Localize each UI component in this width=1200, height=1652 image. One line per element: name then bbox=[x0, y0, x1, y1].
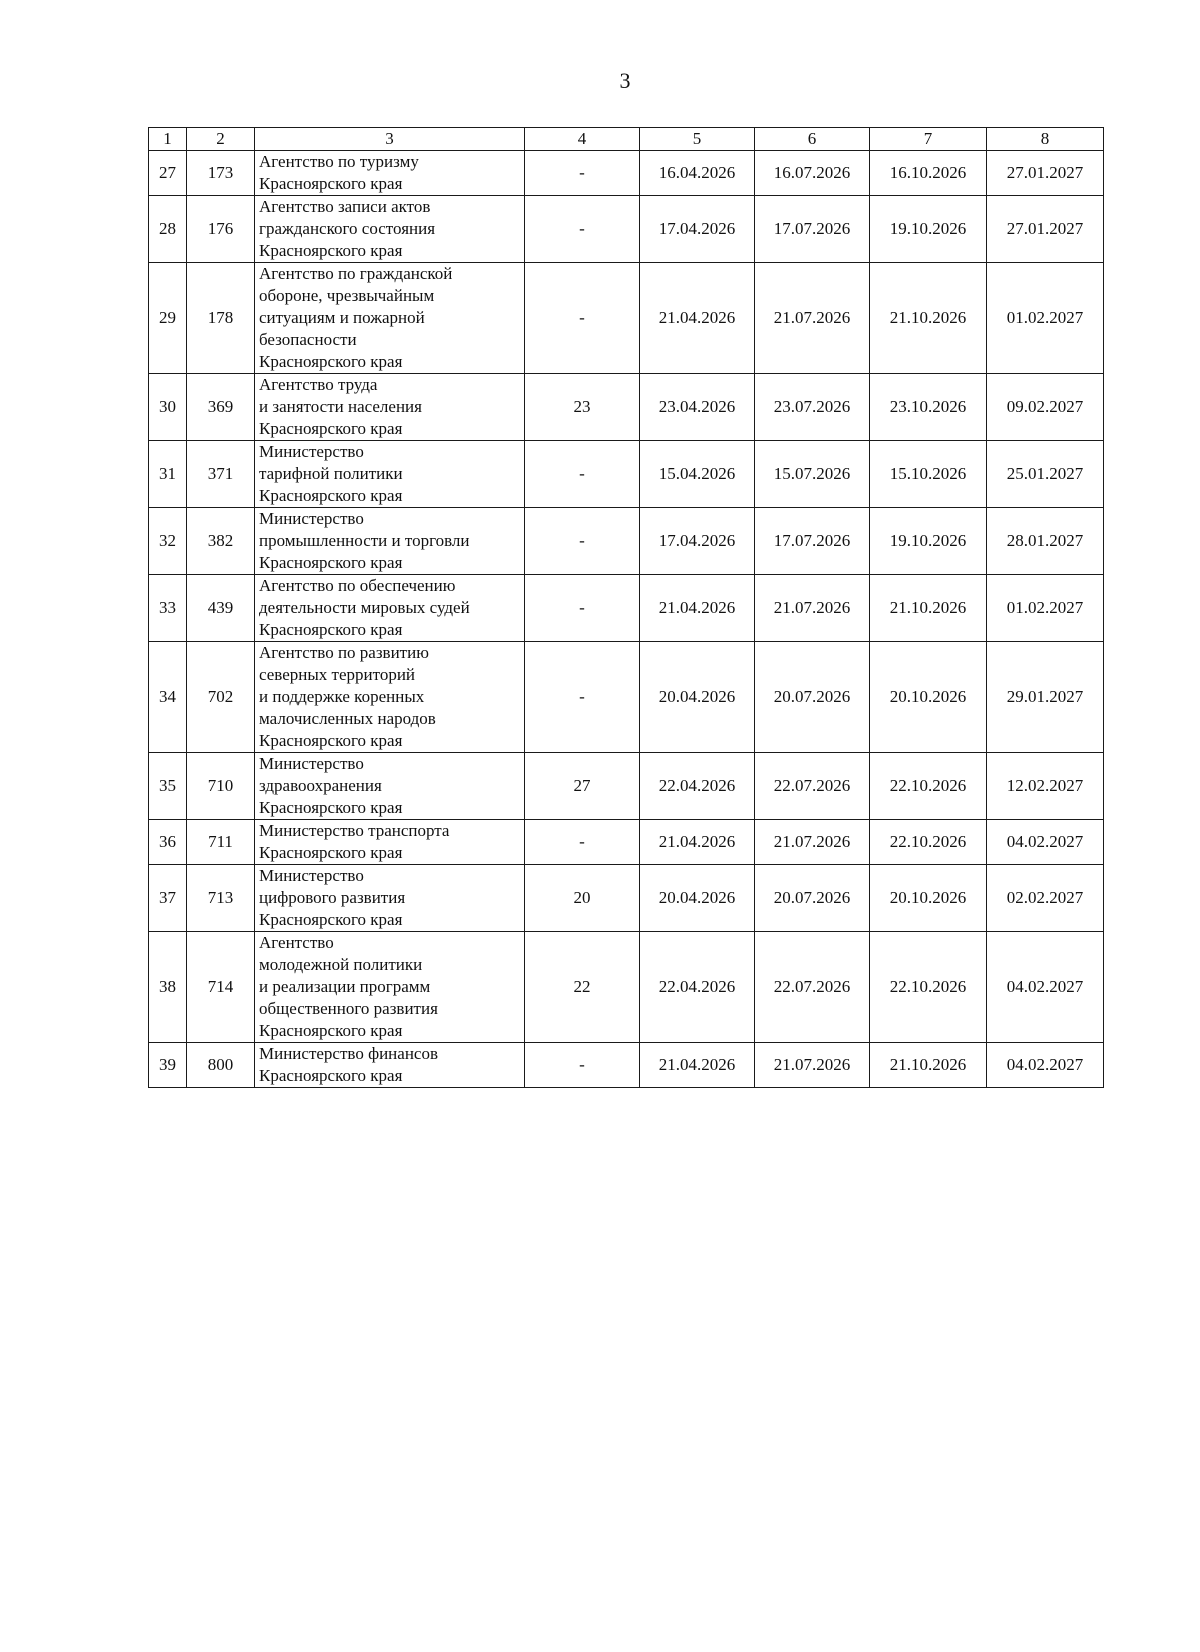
date-cell: 20.07.2026 bbox=[755, 642, 870, 753]
code-cell: 714 bbox=[187, 932, 255, 1043]
code-cell: 173 bbox=[187, 151, 255, 196]
date-cell: 29.01.2027 bbox=[987, 642, 1104, 753]
column-4-cell: 27 bbox=[525, 753, 640, 820]
date-cell: 20.04.2026 bbox=[640, 642, 755, 753]
date-cell: 23.10.2026 bbox=[870, 374, 987, 441]
date-cell: 04.02.2027 bbox=[987, 820, 1104, 865]
organization-name-line: Министерство bbox=[259, 509, 364, 528]
date-cell: 22.07.2026 bbox=[755, 932, 870, 1043]
date-cell: 02.02.2027 bbox=[987, 865, 1104, 932]
organization-name-cell bbox=[255, 508, 525, 575]
column-header: 3 bbox=[255, 128, 525, 151]
date-cell: 21.10.2026 bbox=[870, 1043, 987, 1088]
organization-name-line: и поддержке коренных bbox=[259, 687, 425, 706]
date-cell: 21.04.2026 bbox=[640, 1043, 755, 1088]
organization-name-line: Агентство по обеспечению bbox=[259, 576, 456, 595]
row-number-cell: 38 bbox=[149, 932, 187, 1043]
column-4-cell: 22 bbox=[525, 932, 640, 1043]
code-cell: 800 bbox=[187, 1043, 255, 1088]
code-cell: 702 bbox=[187, 642, 255, 753]
column-4-cell: - bbox=[525, 1043, 640, 1088]
organization-name-line: Агентство по туризму bbox=[259, 152, 419, 171]
date-cell: 16.07.2026 bbox=[755, 151, 870, 196]
organization-name-line: Красноярского края bbox=[259, 1021, 403, 1040]
schedule-table bbox=[148, 127, 1104, 1088]
organization-name-line: и реализации программ bbox=[259, 977, 431, 996]
date-cell: 20.04.2026 bbox=[640, 865, 755, 932]
row-number-cell: 31 bbox=[149, 441, 187, 508]
row-number-cell: 37 bbox=[149, 865, 187, 932]
organization-name-line: Агентство труда bbox=[259, 375, 378, 394]
organization-name-line: тарифной политики bbox=[259, 464, 403, 483]
date-cell: 21.10.2026 bbox=[870, 263, 987, 374]
row-number-cell: 29 bbox=[149, 263, 187, 374]
column-4-cell: - bbox=[525, 441, 640, 508]
date-cell: 23.07.2026 bbox=[755, 374, 870, 441]
date-cell: 04.02.2027 bbox=[987, 1043, 1104, 1088]
organization-name-line: Красноярского края bbox=[259, 731, 403, 750]
table-row bbox=[149, 508, 1104, 575]
organization-name-line: Агентство bbox=[259, 933, 334, 952]
organization-name-line: деятельности мировых судей bbox=[259, 598, 470, 617]
code-cell: 710 bbox=[187, 753, 255, 820]
table-row bbox=[149, 932, 1104, 1043]
organization-name-line: гражданского состояния bbox=[259, 219, 436, 238]
organization-name-line: Красноярского края bbox=[259, 419, 403, 438]
organization-name-cell bbox=[255, 151, 525, 196]
table-row bbox=[149, 263, 1104, 374]
organization-name-line: Министерство bbox=[259, 442, 364, 461]
date-cell: 21.07.2026 bbox=[755, 263, 870, 374]
row-number-cell: 27 bbox=[149, 151, 187, 196]
column-4-cell: - bbox=[525, 151, 640, 196]
date-cell: 27.01.2027 bbox=[987, 196, 1104, 263]
organization-name-line: северных территорий bbox=[259, 665, 416, 684]
date-cell: 16.10.2026 bbox=[870, 151, 987, 196]
row-number-cell: 30 bbox=[149, 374, 187, 441]
date-cell: 27.01.2027 bbox=[987, 151, 1104, 196]
table-row bbox=[149, 196, 1104, 263]
organization-name-line: здравоохранения bbox=[259, 776, 382, 795]
column-header: 2 bbox=[187, 128, 255, 151]
organization-name-line: Красноярского края bbox=[259, 798, 403, 817]
code-cell: 178 bbox=[187, 263, 255, 374]
organization-name-line: безопасности bbox=[259, 330, 357, 349]
table-row bbox=[149, 1043, 1104, 1088]
table-row bbox=[149, 865, 1104, 932]
column-header: 7 bbox=[870, 128, 987, 151]
organization-name-line: и занятости населения bbox=[259, 397, 422, 416]
organization-name-line: малочисленных народов bbox=[259, 709, 436, 728]
date-cell: 21.07.2026 bbox=[755, 1043, 870, 1088]
date-cell: 20.10.2026 bbox=[870, 865, 987, 932]
date-cell: 21.04.2026 bbox=[640, 820, 755, 865]
organization-name-cell bbox=[255, 263, 525, 374]
organization-name-cell bbox=[255, 1043, 525, 1088]
column-4-cell: - bbox=[525, 820, 640, 865]
organization-name-cell bbox=[255, 753, 525, 820]
row-number-cell: 32 bbox=[149, 508, 187, 575]
row-number-cell: 28 bbox=[149, 196, 187, 263]
date-cell: 12.02.2027 bbox=[987, 753, 1104, 820]
row-number-cell: 36 bbox=[149, 820, 187, 865]
date-cell: 28.01.2027 bbox=[987, 508, 1104, 575]
code-cell: 176 bbox=[187, 196, 255, 263]
organization-name-cell bbox=[255, 642, 525, 753]
column-4-cell: - bbox=[525, 642, 640, 753]
organization-name-cell bbox=[255, 865, 525, 932]
date-cell: 04.02.2027 bbox=[987, 932, 1104, 1043]
date-cell: 21.07.2026 bbox=[755, 820, 870, 865]
organization-name-cell bbox=[255, 932, 525, 1043]
date-cell: 22.04.2026 bbox=[640, 753, 755, 820]
date-cell: 22.10.2026 bbox=[870, 932, 987, 1043]
date-cell: 09.02.2027 bbox=[987, 374, 1104, 441]
table-row bbox=[149, 575, 1104, 642]
organization-name-line: Красноярского края bbox=[259, 553, 403, 572]
date-cell: 20.10.2026 bbox=[870, 642, 987, 753]
date-cell: 17.07.2026 bbox=[755, 508, 870, 575]
organization-name-line: Министерство bbox=[259, 866, 364, 885]
organization-name-cell bbox=[255, 575, 525, 642]
organization-name-line: Красноярского края bbox=[259, 174, 403, 193]
row-number-cell: 35 bbox=[149, 753, 187, 820]
table-row bbox=[149, 820, 1104, 865]
organization-name-line: Министерство финансов bbox=[259, 1044, 438, 1063]
organization-name-line: Красноярского края bbox=[259, 843, 403, 862]
date-cell: 17.04.2026 bbox=[640, 508, 755, 575]
date-cell: 25.01.2027 bbox=[987, 441, 1104, 508]
organization-name-cell bbox=[255, 196, 525, 263]
column-header: 1 bbox=[149, 128, 187, 151]
organization-name-line: Красноярского края bbox=[259, 620, 403, 639]
date-cell: 15.04.2026 bbox=[640, 441, 755, 508]
organization-name-line: Министерство bbox=[259, 754, 364, 773]
code-cell: 713 bbox=[187, 865, 255, 932]
date-cell: 15.07.2026 bbox=[755, 441, 870, 508]
table-row bbox=[149, 753, 1104, 820]
organization-name-line: Красноярского края bbox=[259, 486, 403, 505]
code-cell: 711 bbox=[187, 820, 255, 865]
row-number-cell: 34 bbox=[149, 642, 187, 753]
date-cell: 21.04.2026 bbox=[640, 263, 755, 374]
date-cell: 19.10.2026 bbox=[870, 196, 987, 263]
column-4-cell: 20 bbox=[525, 865, 640, 932]
row-number-cell: 39 bbox=[149, 1043, 187, 1088]
table-row bbox=[149, 151, 1104, 196]
organization-name-cell bbox=[255, 441, 525, 508]
organization-name-line: молодежной политики bbox=[259, 955, 423, 974]
date-cell: 20.07.2026 bbox=[755, 865, 870, 932]
date-cell: 21.10.2026 bbox=[870, 575, 987, 642]
organization-name-line: Красноярского края bbox=[259, 241, 403, 260]
date-cell: 16.04.2026 bbox=[640, 151, 755, 196]
code-cell: 382 bbox=[187, 508, 255, 575]
organization-name-line: Агентство по развитию bbox=[259, 643, 429, 662]
date-cell: 17.07.2026 bbox=[755, 196, 870, 263]
date-cell: 22.10.2026 bbox=[870, 820, 987, 865]
organization-name-cell bbox=[255, 820, 525, 865]
date-cell: 21.07.2026 bbox=[755, 575, 870, 642]
organization-name-line: Красноярского края bbox=[259, 910, 403, 929]
date-cell: 23.04.2026 bbox=[640, 374, 755, 441]
code-cell: 439 bbox=[187, 575, 255, 642]
column-header: 4 bbox=[525, 128, 640, 151]
date-cell: 01.02.2027 bbox=[987, 575, 1104, 642]
organization-name-line: Министерство транспорта bbox=[259, 821, 450, 840]
date-cell: 22.10.2026 bbox=[870, 753, 987, 820]
column-4-cell: 23 bbox=[525, 374, 640, 441]
organization-name-line: обороне, чрезвычайным bbox=[259, 286, 435, 305]
column-4-cell: - bbox=[525, 575, 640, 642]
organization-name-line: Красноярского края bbox=[259, 1066, 403, 1085]
organization-name-line: Красноярского края bbox=[259, 352, 403, 371]
organization-name-line: промышленности и торговли bbox=[259, 531, 470, 550]
date-cell: 22.07.2026 bbox=[755, 753, 870, 820]
column-header: 6 bbox=[755, 128, 870, 151]
table-row bbox=[149, 441, 1104, 508]
organization-name-line: цифрового развития bbox=[259, 888, 406, 907]
column-4-cell: - bbox=[525, 263, 640, 374]
date-cell: 17.04.2026 bbox=[640, 196, 755, 263]
organization-name-line: ситуациям и пожарной bbox=[259, 308, 425, 327]
column-header: 8 bbox=[987, 128, 1104, 151]
row-number-cell: 33 bbox=[149, 575, 187, 642]
table-row bbox=[149, 642, 1104, 753]
column-header: 5 bbox=[640, 128, 755, 151]
table-row bbox=[149, 374, 1104, 441]
column-4-cell: - bbox=[525, 508, 640, 575]
organization-name-line: Агентство по гражданской bbox=[259, 264, 453, 283]
date-cell: 21.04.2026 bbox=[640, 575, 755, 642]
code-cell: 371 bbox=[187, 441, 255, 508]
page-number: 3 bbox=[619, 68, 631, 93]
organization-name-cell bbox=[255, 374, 525, 441]
organization-name-line: Агентство записи актов bbox=[259, 197, 431, 216]
date-cell: 15.10.2026 bbox=[870, 441, 987, 508]
header-row bbox=[149, 128, 1104, 151]
code-cell: 369 bbox=[187, 374, 255, 441]
organization-name-line: общественного развития bbox=[259, 999, 438, 1018]
date-cell: 19.10.2026 bbox=[870, 508, 987, 575]
date-cell: 01.02.2027 bbox=[987, 263, 1104, 374]
column-4-cell: - bbox=[525, 196, 640, 263]
date-cell: 22.04.2026 bbox=[640, 932, 755, 1043]
